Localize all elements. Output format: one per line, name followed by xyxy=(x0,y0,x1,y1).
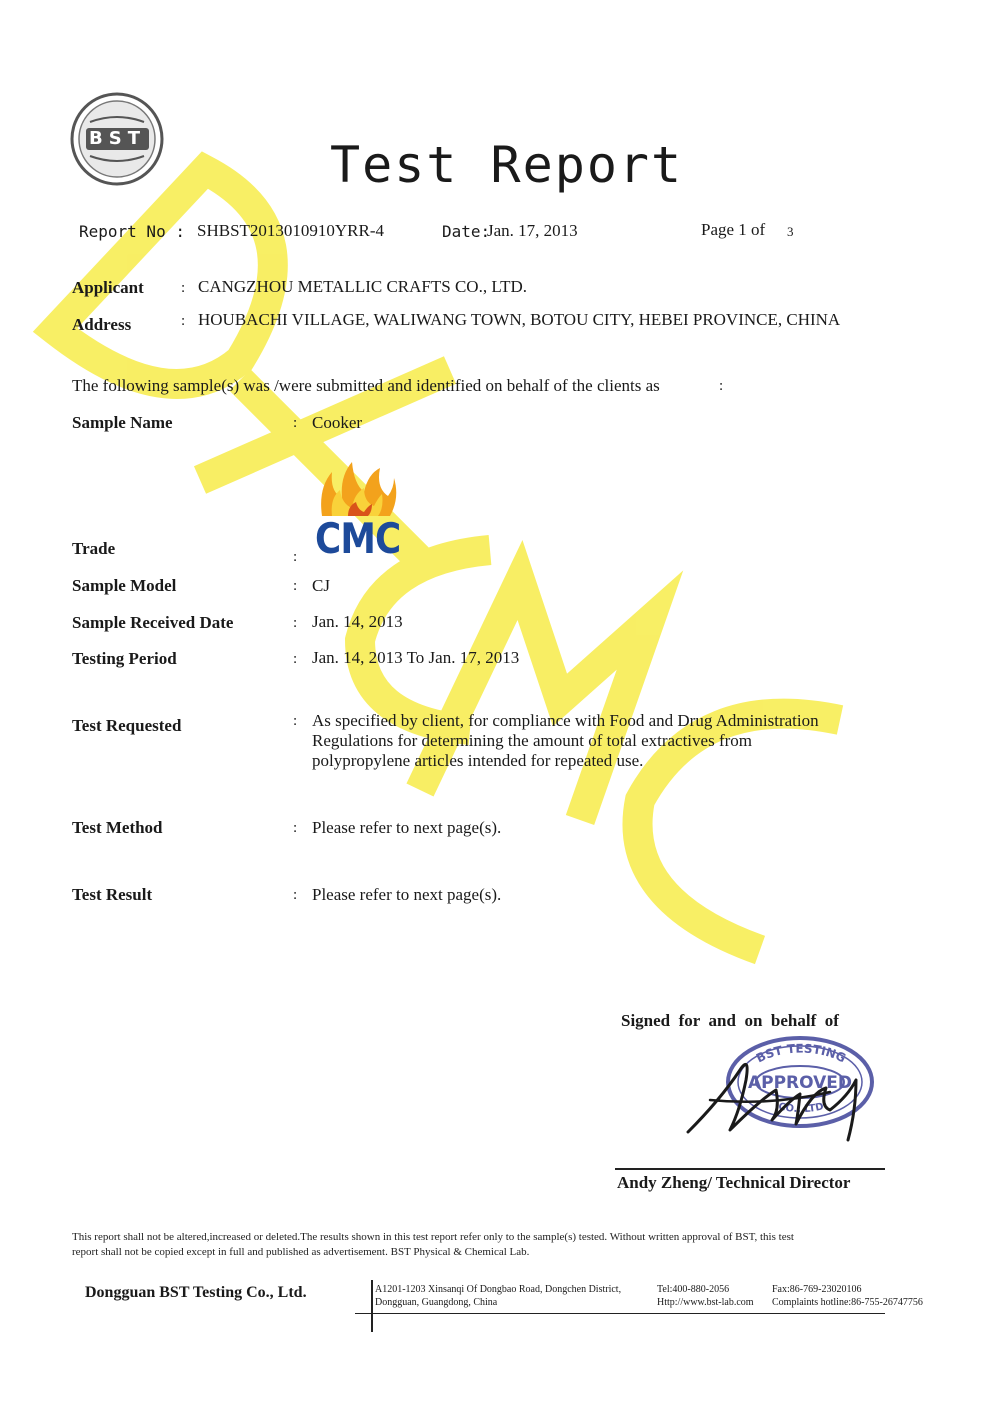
address-label: Address xyxy=(72,315,132,334)
footer-address xyxy=(375,1283,621,1309)
trade-colon: : xyxy=(293,549,298,565)
requested-line: polypropylene articles intended for repeated use. xyxy=(312,751,644,770)
period-colon: : xyxy=(293,651,298,667)
applicant-label: Applicant xyxy=(72,278,144,297)
intro-colon: : xyxy=(719,378,724,394)
footer-address-line: A1201-1203 Xinsanqi Of Dongbao Road, Dongchen District, xyxy=(375,1284,622,1295)
requested-line: Regulations for determining the amount of total extractives from xyxy=(312,731,752,750)
signature-scrawl xyxy=(680,1040,880,1150)
disclaimer-line: report shall not be copied except in full and published as advertisement. BST Physical & Chemical Lab. xyxy=(72,1246,530,1258)
requested-value xyxy=(312,711,819,771)
sample-model-value: CJ xyxy=(312,576,330,595)
footer-horizontal-rule xyxy=(355,1313,885,1314)
stamp-top-text: BST TESTING xyxy=(753,1041,849,1066)
page-total: 3 xyxy=(787,224,794,239)
page-label: Page 1 of xyxy=(701,220,766,239)
sample-name-label: Sample Name xyxy=(72,413,173,432)
trade-label: Trade xyxy=(72,539,116,558)
result-colon: : xyxy=(293,887,298,903)
footer-complaints: Complaints hotline:86-755-26747756 xyxy=(772,1297,923,1308)
result-value: Please refer to next page(s). xyxy=(312,885,502,904)
requested-label: Test Requested xyxy=(72,716,182,735)
logo-text: BST xyxy=(89,128,146,149)
signature-line xyxy=(615,1168,885,1170)
method-colon: : xyxy=(293,820,298,836)
signatory-name: Andy Zheng/ Technical Director xyxy=(617,1173,851,1192)
received-colon: : xyxy=(293,615,298,631)
address-value: HOUBACHI VILLAGE, WALIWANG TOWN, BOTOU CITY, HEBEI PROVINCE, CHINA xyxy=(198,310,841,329)
received-label: Sample Received Date xyxy=(72,613,234,632)
intro-text: The following sample(s) was /were submitted and identified on behalf of the clients as xyxy=(72,376,660,395)
report-no-label: Report No : xyxy=(79,222,185,241)
footer-http: Http://www.bst-lab.com xyxy=(657,1297,754,1308)
applicant-value: CANGZHOU METALLIC CRAFTS CO., LTD. xyxy=(198,277,528,296)
date: Jan. 17, 2013 xyxy=(487,221,578,240)
flame-icon xyxy=(318,458,398,516)
sample-model-colon: : xyxy=(293,578,298,594)
page-title: Test Report xyxy=(330,136,684,194)
footer-disclaimer xyxy=(72,1230,794,1260)
trade-logo: CMC xyxy=(315,514,401,563)
sample-name-colon: : xyxy=(293,415,298,431)
report-no: SHBST2013010910YRR-4 xyxy=(197,221,385,240)
method-value: Please refer to next page(s). xyxy=(312,818,502,837)
stamp-bottom-text: CO., LTD xyxy=(777,1101,825,1116)
signed-text: Signed for and on behalf of xyxy=(621,1011,839,1030)
result-label: Test Result xyxy=(72,885,153,904)
requested-colon: : xyxy=(293,713,298,729)
disclaimer-line: This report shall not be altered,increased or deleted.The results shown in this test report refer only to the sample(s) tested. Without written approval of BST, this test xyxy=(72,1231,794,1243)
received-value: Jan. 14, 2013 xyxy=(312,612,403,631)
address-colon: : xyxy=(181,313,186,329)
footer-fax: Fax:86-769-23020106 xyxy=(772,1284,862,1295)
applicant-colon: : xyxy=(181,280,186,296)
period-label: Testing Period xyxy=(72,649,177,668)
sample-model-label: Sample Model xyxy=(72,576,177,595)
requested-line: As specified by client, for compliance with Food and Drug Administration xyxy=(312,711,819,730)
footer-vertical-rule xyxy=(371,1280,373,1332)
footer-fax-block xyxy=(772,1283,923,1309)
method-label: Test Method xyxy=(72,818,163,837)
sample-name-value: Cooker xyxy=(312,413,363,432)
footer-company: Dongguan BST Testing Co., Ltd. xyxy=(85,1284,307,1301)
footer-tel: Tel:400-880-2056 xyxy=(657,1284,730,1295)
date-label: Date: xyxy=(442,222,491,241)
footer-contact xyxy=(657,1283,754,1309)
stamp-center-text: APPROVED xyxy=(747,1073,853,1093)
period-value: Jan. 14, 2013 To Jan. 17, 2013 xyxy=(312,648,520,667)
footer-address-line: Dongguan, Guangdong, China xyxy=(375,1297,498,1308)
